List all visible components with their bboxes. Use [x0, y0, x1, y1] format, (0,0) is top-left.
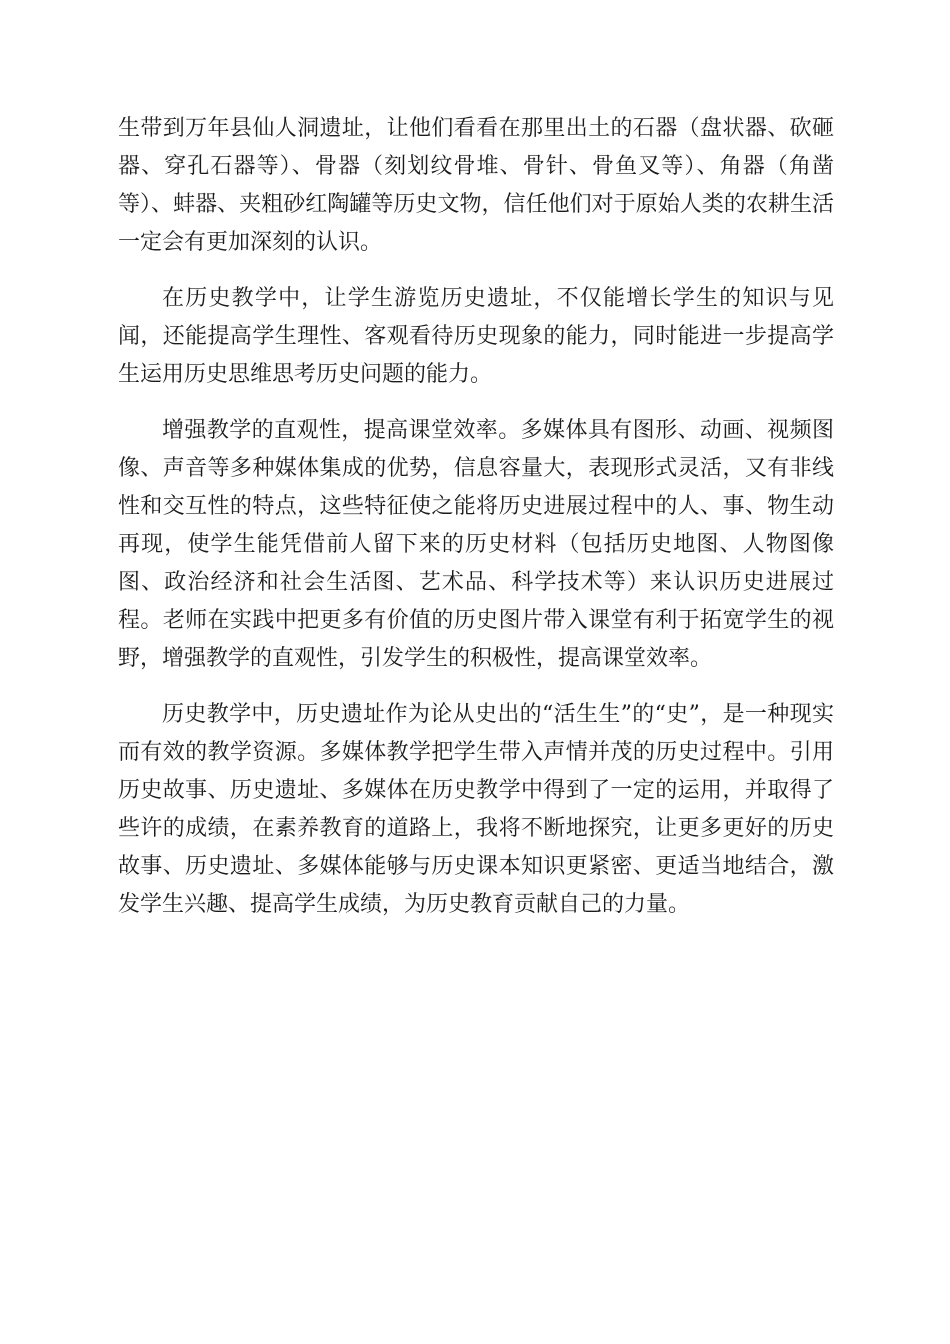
paragraph-2: 在历史教学中，让学生游览历史遗址，不仅能增长学生的知识与见闻，还能提高学生理性、客观看待历史现象的能力，同时能进一步提高学生运用历史思维思考历史问题的能力。 — [118, 286, 834, 387]
document-page — [118, 110, 834, 942]
paragraph-4: 历史教学中，历史遗址作为论从史出的“活生生”的“史”，是一种现实而有效的教学资源。多媒体教学把学生带入声情并茂的历史过程中。引用历史故事、历史遗址、多媒体在历史教学中得到了一定的运用，并取得了些许的成绩，在素养教育的道路上，我将不断地探究，让更多更好的历史故事、历史遗址、多媒体能够与历史课本知识更紧密、更适当地结合，激发学生兴趣、提高学生成绩，为历史教育贡献自己的力量。 — [118, 702, 834, 917]
paragraph-3: 增强教学的直观性，提高课堂效率。多媒体具有图形、动画、视频图像、声音等多种媒体集成的优势，信息容量大，表现形式灵活，又有非线性和交互性的特点，这些特征使之能将历史进展过程中的人、事、物生动再现，使学生能凭借前人留下来的历史材料（包括历史地图、人物图像图、政治经济和社会生活图、艺术品、科学技术等）来认识历史进展过程。老师在实践中把更多有价值的历史图片带入课堂有利于拓宽学生的视野，增强教学的直观性，引发学生的积极性，提高课堂效率。 — [118, 418, 834, 671]
paragraph-1: 生带到万年县仙人洞遗址，让他们看看在那里出土的石器（盘状器、砍砸器、穿孔石器等）、骨器（刻划纹骨堆、骨针、骨鱼叉等）、角器（角凿等）、蚌器、夹粗砂红陶罐等历史文物，信任他们对于原始人类的农耕生活一定会有更加深刻的认识。 — [118, 116, 834, 255]
